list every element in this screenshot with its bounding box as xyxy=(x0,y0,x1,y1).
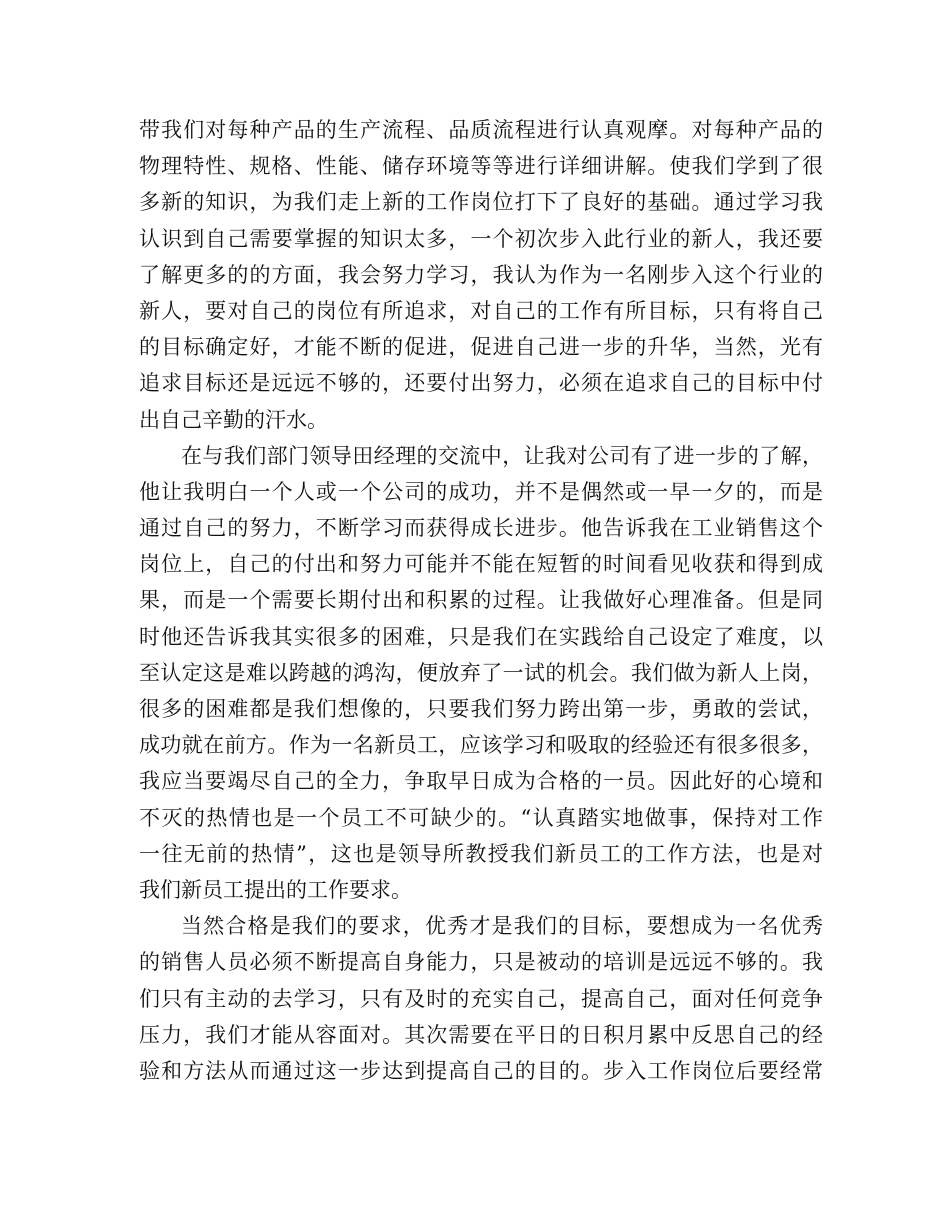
paragraph xyxy=(139,438,823,908)
text-line: 我应当要竭尽自己的全力，争取早日成为合格的一员。因此好的心境和 xyxy=(139,769,823,794)
text-line: 岗位上，自己的付出和努力可能并不能在短暂的时间看见收获和得到成 xyxy=(139,552,823,577)
text-line: 带我们对每种产品的生产流程、品质流程进行认真观摩。对每种产品的 xyxy=(139,118,823,142)
text-line: 一往无前的热情”，这也是领导所教授我们新员工的工作方法，也是对 xyxy=(139,841,823,866)
text-line: 的目标确定好，才能不断的促进，促进自己进一步的升华，当然，光有 xyxy=(139,335,823,360)
text-line: 果，而是一个需要长期付出和积累的过程。让我做好心理准备。但是同 xyxy=(139,588,823,613)
text-line: 的销售人员必须不断提高自身能力，只是被动的培训是远远不够的。我 xyxy=(139,950,823,975)
text-line: 很多的困难都是我们想像的，只要我们努力跨出第一步，勇敢的尝试， xyxy=(139,697,823,721)
text-line: 在与我们部门领导田经理的交流中，让我对公司有了进一步的了解， xyxy=(181,443,823,468)
text-line: 出自己辛勤的汗水。 xyxy=(139,407,328,432)
text-line: 追求目标还是远远不够的，还要付出努力，必须在追求自己的目标中付 xyxy=(139,371,823,396)
text-line: 通过自己的努力，不断学习而获得成长进步。他告诉我在工业销售这个 xyxy=(139,516,823,541)
text-line: 压力，我们才能从容面对。其次需要在平日的日积月累中反思自己的经 xyxy=(139,1022,823,1047)
text-line: 认识到自己需要掌握的知识太多，一个初次步入此行业的新人，我还要 xyxy=(139,226,823,251)
text-line: 物理特性、规格、性能、储存环境等等进行详细讲解。使我们学到了很 xyxy=(139,154,823,179)
text-line: 不灭的热情也是一个员工不可缺少的。“认真踏实地做事，保持对工作 xyxy=(139,805,823,830)
text-line: 他让我明白一个人或一个公司的成功，并不是偶然或一早一夕的，而是 xyxy=(139,479,823,504)
text-line: 了解更多的的方面，我会努力学习，我认为作为一名刚步入这个行业的 xyxy=(139,262,823,287)
paragraph xyxy=(139,908,823,1089)
text-line: 当然合格是我们的要求，优秀才是我们的目标，要想成为一名优秀 xyxy=(181,914,823,939)
text-line: 多新的知识，为我们走上新的工作岗位打下了良好的基础。通过学习我 xyxy=(139,190,823,215)
text-line: 我们新员工提出的工作要求。 xyxy=(139,877,412,902)
text-line: 时他还告诉我其实很多的困难，只是我们在实践给自己设定了难度，以 xyxy=(139,624,823,649)
text-line: 新人，要对自己的岗位有所追求，对自己的工作有所目标，只有将自己 xyxy=(139,298,823,323)
document-body xyxy=(139,112,823,1089)
text-line: 们只有主动的去学习，只有及时的充实自己，提高自己，面对任何竞争 xyxy=(139,986,823,1011)
text-line: 成功就在前方。作为一名新员工，应该学习和吸取的经验还有很多很多， xyxy=(139,733,823,758)
paragraph xyxy=(139,112,823,438)
text-line: 验和方法从而通过这一步达到提高自己的目的。步入工作岗位后要经常 xyxy=(139,1058,823,1083)
text-line: 至认定这是难以跨越的鸿沟，便放弃了一试的机会。我们做为新人上岗， xyxy=(139,660,823,685)
